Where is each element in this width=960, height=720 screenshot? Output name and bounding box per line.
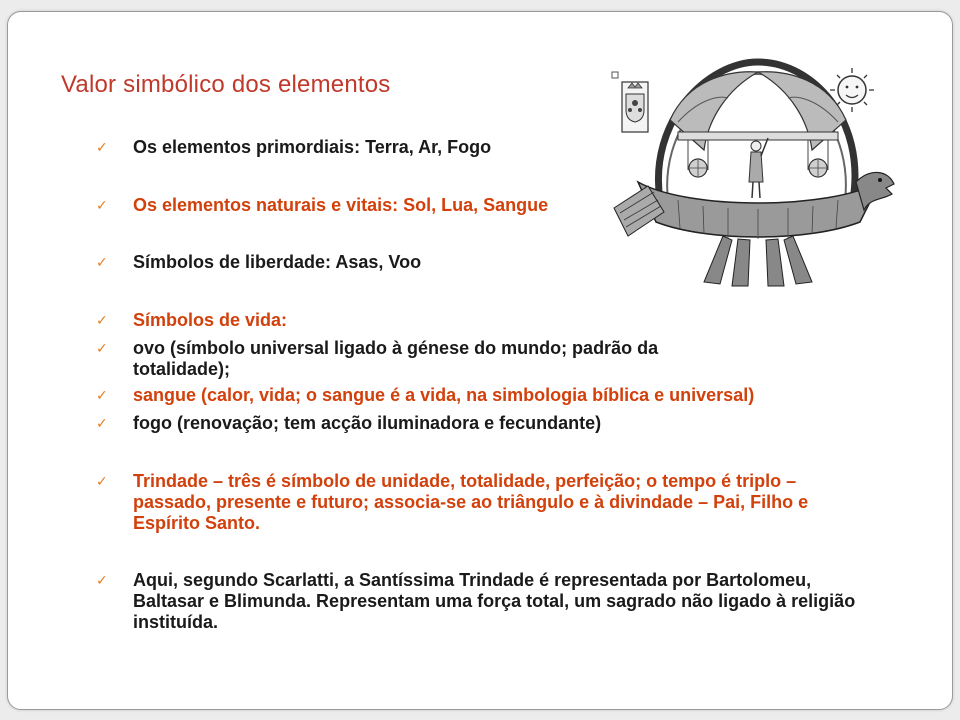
checkmark-icon: ✓ (96, 415, 108, 431)
bullet-item: ✓ Os elementos primordiais: Terra, Ar, Fogo (96, 137, 492, 157)
bullet-item: ✓ sangue (calor, vida; o sangue é a vida, na simbologia bíblica e universal) (96, 385, 755, 405)
checkmark-icon: ✓ (96, 254, 108, 270)
bullet-item: ✓ Trindade – três é símbolo de unidade, totalidade, perfeição; o tempo é triplo – passado, presente e futuro; associa-se ao triângulo e à divindade – Pai, Filho e Espírito Santo. (96, 471, 809, 533)
bullet-item: ✓ ovo (símbolo universal ligado à génese do mundo; padrão da totalidade); (96, 338, 659, 379)
slide-title: Valor simbólico dos elementos (61, 71, 391, 98)
bullet-item: ✓ Aqui, segundo Scarlatti, a Santíssima Trindade é representada por Bartolomeu, Baltasar e Blimunda. Representam uma força total, um sagrado não ligado à religião instituída. (96, 570, 856, 632)
checkmark-icon: ✓ (96, 387, 108, 403)
bullet-item: ✓ Símbolos de vida: (96, 310, 288, 330)
checkmark-icon: ✓ (96, 312, 108, 328)
bullet-item: ✓ fogo (renovação; tem acção iluminadora e fecundante) (96, 413, 602, 433)
checkmark-icon: ✓ (96, 340, 108, 356)
checkmark-icon: ✓ (96, 139, 108, 155)
checkmark-icon: ✓ (96, 572, 108, 588)
checkmark-icon: ✓ (96, 197, 108, 213)
checkmark-icon: ✓ (96, 473, 108, 489)
coat-of-arms-icon (622, 82, 648, 132)
bullet-item: ✓ Os elementos naturais e vitais: Sol, Lua, Sangue (96, 195, 549, 215)
slide (7, 11, 953, 710)
bullet-item: ✓ Símbolos de liberdade: Asas, Voo (96, 252, 422, 272)
